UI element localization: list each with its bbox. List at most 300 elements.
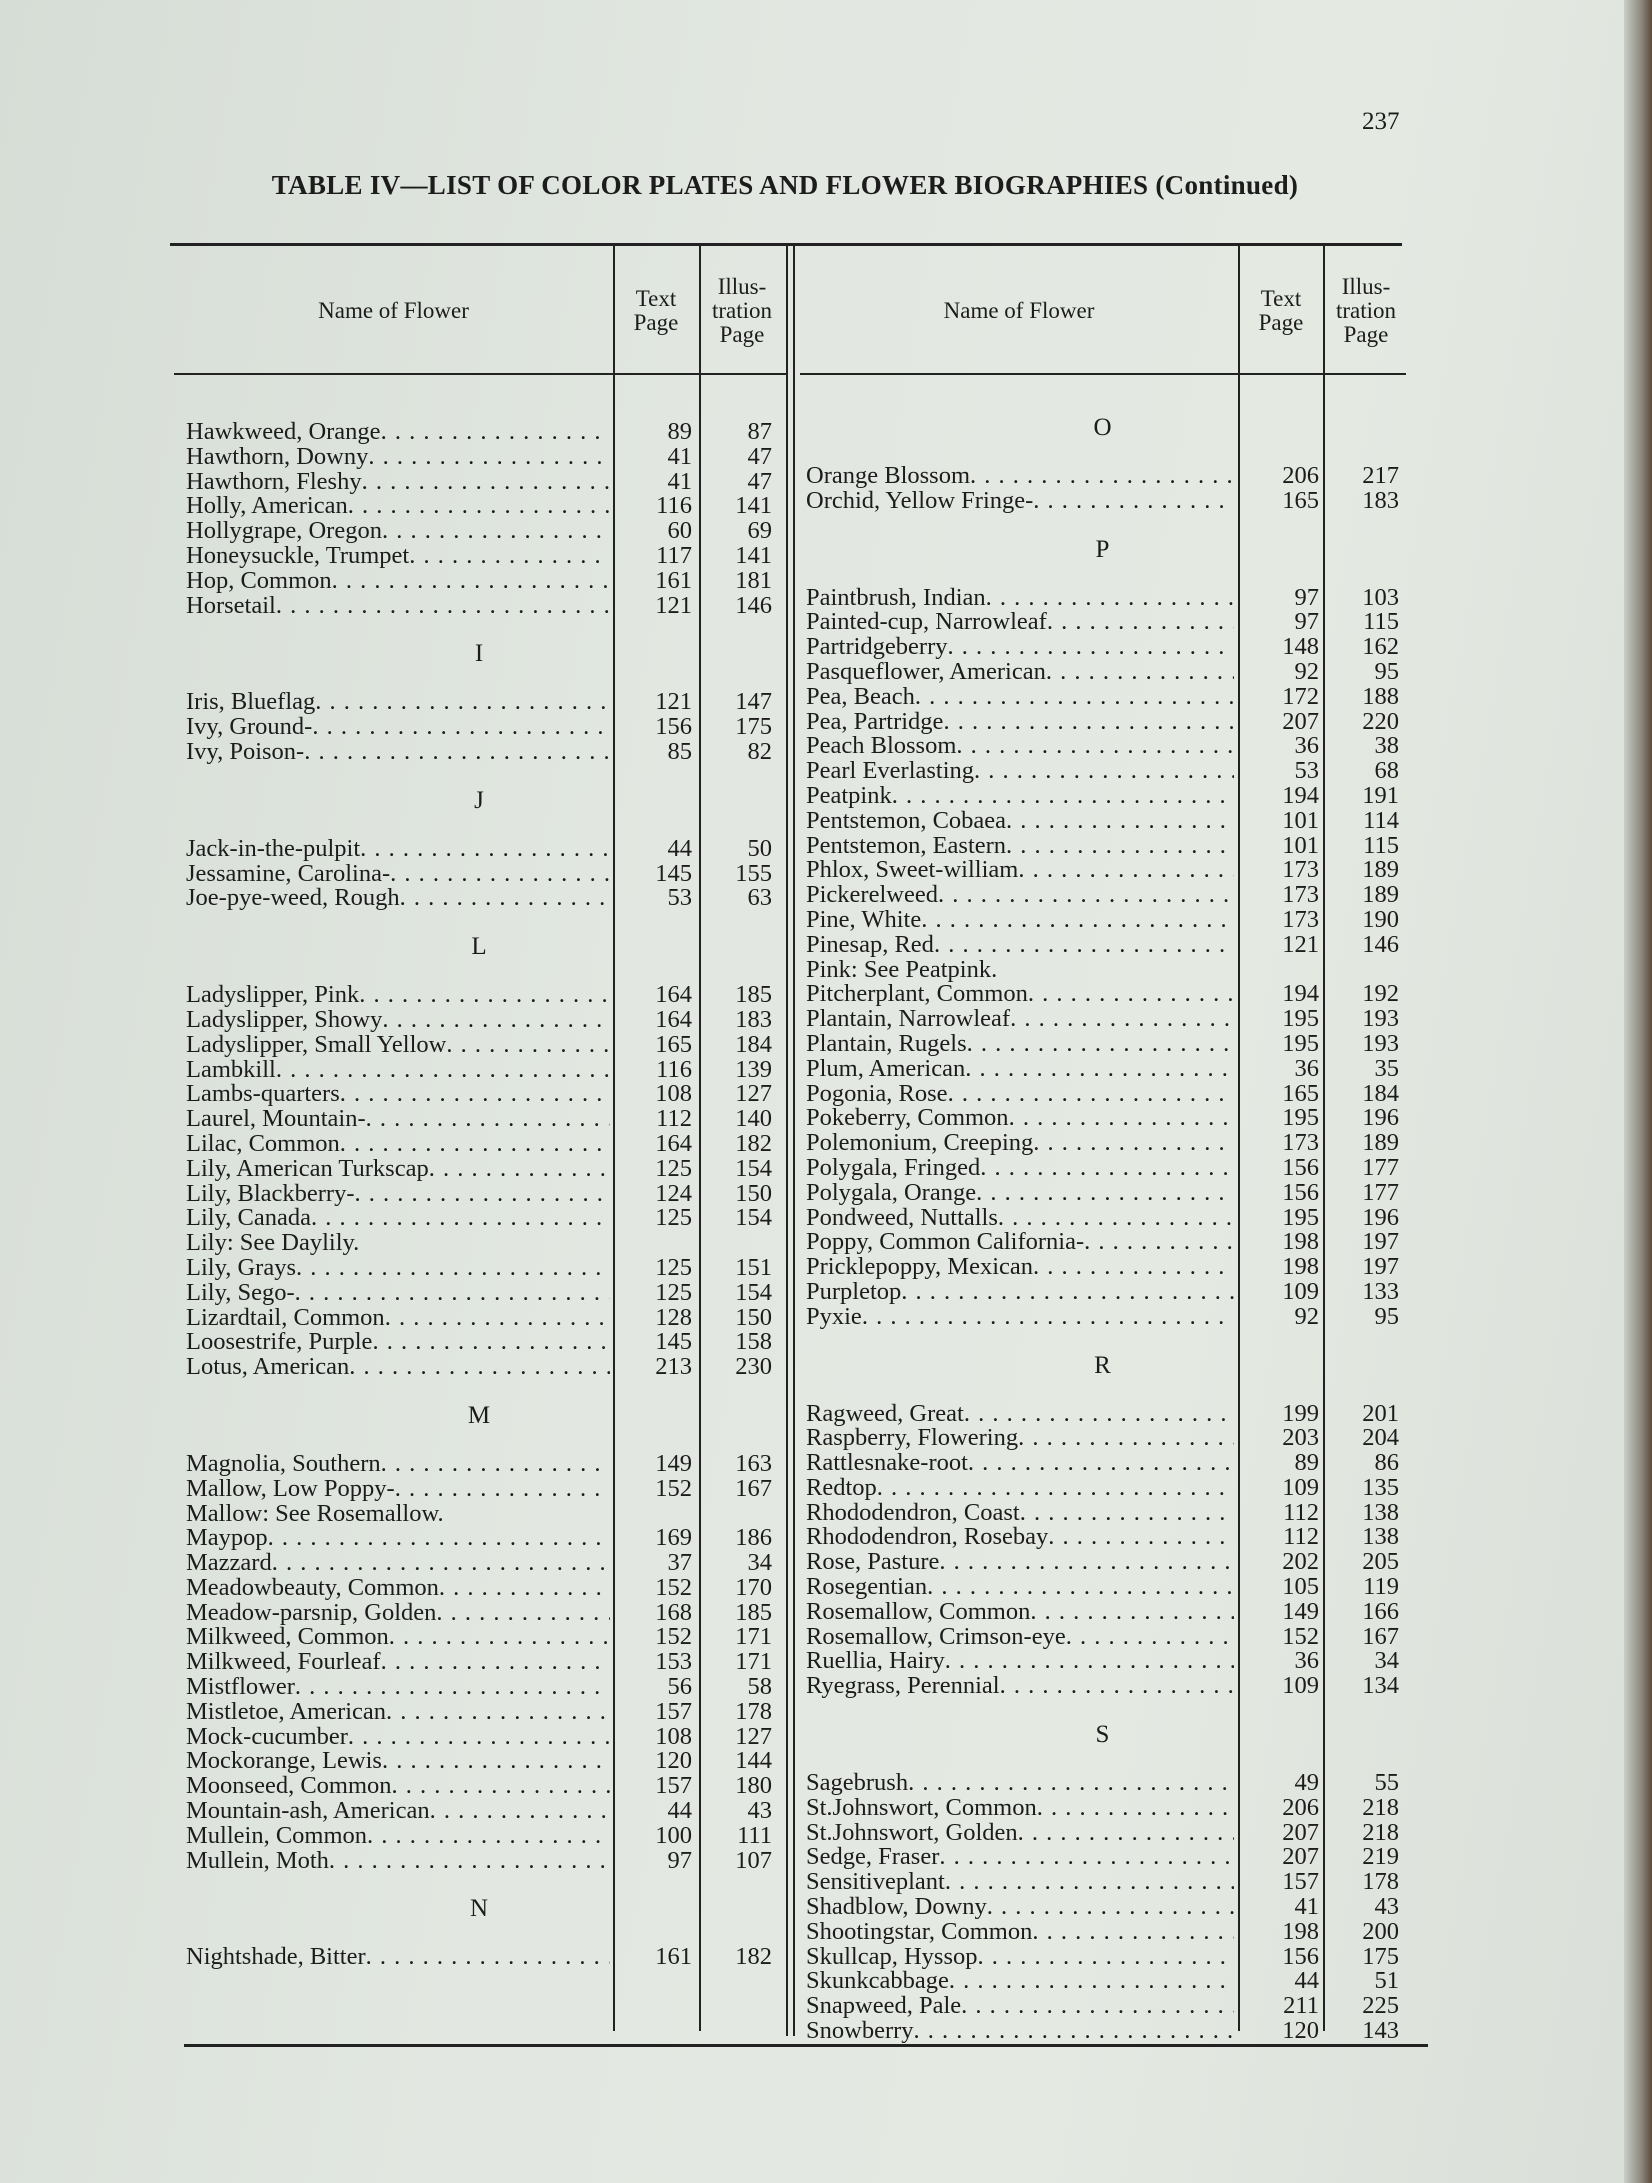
flower-name: Polemonium, Creeping	[806, 1131, 1034, 1156]
table-row	[186, 1278, 772, 1306]
text-page: 112	[1283, 1523, 1319, 1551]
illustration-page: 193	[1362, 1005, 1399, 1033]
flower-name-cell	[186, 1206, 610, 1231]
text-page: 161	[655, 1943, 692, 1971]
text-page: 149	[655, 1449, 692, 1477]
table-row	[186, 1231, 772, 1256]
text-page: 125	[655, 1154, 692, 1182]
table-row	[806, 1942, 1399, 1970]
header-name-left: Name of Flower	[318, 298, 469, 323]
illustration-page: 43	[747, 1797, 772, 1825]
flower-name-cell	[186, 837, 610, 862]
illustration-page: 86	[1374, 1449, 1399, 1477]
flower-name: Pearl Everlasting	[806, 759, 975, 784]
text-page: 41	[667, 467, 692, 495]
dot-leader	[348, 494, 610, 519]
illustration-page: 103	[1362, 583, 1399, 611]
flower-name: Mistflower	[186, 1675, 295, 1700]
divider	[786, 246, 788, 2036]
text-page: 92	[1294, 657, 1319, 685]
flower-name: Horsetail	[186, 593, 276, 619]
flower-name: Peach Blossom	[806, 734, 957, 760]
dot-leader	[395, 1477, 610, 1502]
dot-leader	[430, 1799, 610, 1824]
section-letter: O	[1093, 414, 1112, 441]
text-page: 120	[655, 1747, 692, 1775]
text-page: 41	[1294, 1893, 1319, 1921]
dot-leader	[976, 1181, 1234, 1206]
flower-name: Peatpink	[806, 783, 892, 809]
flower-name: Plantain, Narrowleaf	[806, 1007, 1011, 1032]
flower-name-cell	[186, 470, 610, 495]
text-page: 108	[655, 1722, 692, 1750]
flower-name: Plum, American	[806, 1056, 966, 1082]
flower-name-cell	[186, 1576, 610, 1601]
text-page: 124	[655, 1179, 692, 1207]
illustration-page: 190	[1362, 905, 1399, 933]
flower-name-cell	[806, 1920, 1234, 1945]
flower-name-cell	[806, 1575, 1234, 1600]
flower-name-cell	[806, 883, 1234, 908]
illustration-page: 58	[747, 1673, 772, 1701]
flower-name-cell	[806, 1057, 1234, 1082]
illustration-page: 196	[1362, 1203, 1399, 1231]
text-page: 97	[667, 1846, 692, 1874]
dot-leader	[446, 1033, 610, 1058]
text-page: 152	[655, 1623, 692, 1651]
illustration-page: 34	[747, 1549, 772, 1577]
flower-name: Ragweed, Great	[806, 1401, 964, 1427]
illustration-page: 196	[1362, 1104, 1399, 1132]
text-page: 97	[1294, 583, 1319, 611]
dot-leader	[1046, 660, 1234, 685]
illustration-page: 197	[1362, 1228, 1399, 1256]
illustration-page: 182	[735, 1129, 772, 1157]
flower-name: Lily, Blackberry-	[186, 1181, 355, 1207]
text-page: 145	[655, 1328, 692, 1356]
dot-leader	[939, 1845, 1234, 1870]
table-row	[806, 883, 1399, 908]
table-title: TABLE IV—LIST OF COLOR PLATES AND FLOWER BIOGRAPHIES (Continued)	[271, 170, 1299, 200]
illustration-page: 225	[1362, 1992, 1399, 2020]
right-column	[806, 392, 1399, 2044]
flower-name-cell	[806, 1156, 1234, 1181]
flower-name-cell	[186, 569, 610, 594]
flower-name: Hawthorn, Fleshy	[186, 469, 362, 495]
table-row	[806, 1622, 1399, 1650]
table-row	[186, 1945, 772, 1970]
illustration-page: 175	[735, 713, 772, 741]
illustration-page: 151	[735, 1253, 772, 1281]
flower-name: Ladyslipper, Showy	[186, 1007, 383, 1033]
flower-name-cell	[806, 784, 1234, 809]
text-page: 194	[1282, 781, 1319, 809]
flower-name: Pitcherplant, Common	[806, 982, 1028, 1008]
text-page: 85	[667, 737, 692, 765]
table-row	[186, 1774, 772, 1799]
flower-name: Honeysuckle, Trumpet	[186, 543, 410, 569]
flower-name-cell	[186, 1033, 610, 1058]
illustration-page: 193	[1362, 1029, 1399, 1057]
flower-name: Pea, Partridge	[806, 709, 944, 735]
flower-name: Pentstemon, Cobaea	[806, 808, 1007, 834]
flower-name-cell	[186, 886, 610, 911]
flower-name: Mistletoe, American	[186, 1699, 387, 1725]
flower-name: Redtop	[806, 1475, 877, 1501]
dot-leader	[276, 594, 610, 619]
page-number: 237	[1362, 108, 1400, 135]
dot-leader	[901, 1280, 1234, 1305]
divider	[793, 246, 795, 2036]
flower-name-cell	[186, 1625, 610, 1650]
table-row	[806, 1818, 1399, 1846]
text-page: 125	[655, 1278, 692, 1306]
illustration-page: 135	[1362, 1473, 1399, 1501]
text-page: 117	[656, 541, 692, 569]
flower-name-cell	[806, 1082, 1234, 1107]
flower-name-cell	[186, 1182, 610, 1207]
flower-name: Hollygrape, Oregon	[186, 519, 382, 544]
illustration-page: 144	[735, 1747, 772, 1775]
illustration-page: 180	[735, 1772, 772, 1800]
flower-name: Milkweed, Common	[186, 1625, 389, 1651]
section-letter: N	[469, 1895, 489, 1923]
flower-name: Rosemallow, Crimson-eye	[806, 1624, 1066, 1650]
table-row	[806, 2019, 1399, 2044]
table-row	[806, 610, 1399, 635]
dot-leader	[948, 635, 1235, 660]
table-row	[186, 442, 772, 470]
flower-name-cell	[186, 1008, 610, 1033]
flower-name: Lotus, American	[186, 1355, 350, 1380]
flower-name: Paintbrush, Indian	[806, 585, 986, 611]
illustration-page: 55	[1374, 1769, 1399, 1797]
table-row	[186, 467, 772, 495]
text-page: 153	[655, 1648, 692, 1676]
table-row	[806, 1302, 1399, 1330]
table-row	[806, 1451, 1399, 1476]
dot-leader	[360, 837, 610, 862]
dot-leader	[389, 1625, 610, 1650]
header-name-right: Name of Flower	[943, 298, 1095, 323]
flower-name-cell	[806, 1895, 1234, 1920]
table-row	[806, 635, 1399, 660]
flower-name: Plantain, Rugels	[806, 1031, 967, 1057]
dot-leader	[312, 715, 610, 740]
flower-name-cell	[806, 858, 1234, 883]
section-letter: L	[471, 933, 487, 961]
flower-name: St.Johnswort, Common	[806, 1795, 1037, 1821]
flower-name-cell	[806, 759, 1234, 784]
flower-name: Lily: See Daylily.	[186, 1231, 360, 1256]
text-page: 165	[655, 1030, 692, 1058]
text-page: 97	[1294, 608, 1319, 636]
text-page: 202	[1282, 1548, 1319, 1576]
illustration-page: 197	[1362, 1253, 1399, 1281]
text-page: 156	[1282, 1942, 1319, 1970]
header-bottom-rule-left	[174, 373, 788, 375]
text-page: 152	[655, 1573, 692, 1601]
illustration-page: 141	[735, 541, 772, 569]
table-row	[186, 1846, 772, 1874]
table-row	[806, 734, 1399, 759]
flower-name-cell	[186, 1725, 610, 1750]
text-page: 207	[1282, 1818, 1319, 1846]
text-page: 128	[655, 1303, 692, 1331]
dot-leader	[970, 464, 1234, 489]
illustration-page: 138	[1362, 1498, 1399, 1526]
flower-name-cell	[186, 1502, 610, 1527]
dot-leader	[366, 1107, 610, 1132]
dot-leader	[1028, 982, 1234, 1007]
text-page: 44	[1294, 1967, 1319, 1995]
flower-name-cell	[806, 1845, 1234, 1870]
text-page	[1234, 958, 1319, 983]
text-page: 145	[655, 859, 692, 887]
flower-name-cell	[186, 1132, 610, 1157]
table-row	[806, 1917, 1399, 1945]
flower-name-cell	[806, 610, 1234, 635]
flower-name-cell	[186, 594, 610, 619]
table-row	[806, 1230, 1399, 1255]
illustration-page: 220	[1362, 707, 1399, 735]
flower-name-cell	[806, 1032, 1234, 1057]
illustration-page: 63	[747, 884, 772, 912]
dot-leader	[948, 1082, 1234, 1107]
illustration-page: 163	[735, 1449, 772, 1477]
dot-leader	[382, 1008, 610, 1033]
illustration-page: 181	[735, 566, 772, 594]
dot-leader	[372, 1330, 610, 1355]
dot-leader	[945, 1649, 1234, 1674]
illustration-page	[692, 1231, 772, 1256]
table-row	[806, 1079, 1399, 1107]
flower-name-cell	[806, 958, 1234, 983]
flower-name: Mullein, Common	[186, 1823, 368, 1849]
table-row	[806, 1870, 1399, 1895]
flower-name-cell	[186, 445, 610, 470]
table-row	[806, 982, 1399, 1007]
text-page: 164	[655, 1005, 692, 1033]
text-page: 109	[1282, 1473, 1319, 1501]
table-row	[806, 781, 1399, 809]
dot-leader	[436, 1601, 610, 1626]
flower-name-cell	[806, 734, 1234, 759]
flower-name: Hawkweed, Orange	[186, 420, 381, 445]
text-page: 161	[655, 566, 692, 594]
dot-leader	[392, 1774, 610, 1799]
dot-leader	[1032, 1920, 1234, 1945]
flower-name-cell	[806, 834, 1234, 859]
flower-name-cell	[806, 933, 1234, 958]
table-row	[186, 494, 772, 519]
text-page: 213	[655, 1353, 692, 1381]
flower-name-cell	[806, 1476, 1234, 1501]
table-row	[186, 1355, 772, 1380]
illustration-page: 69	[747, 517, 772, 545]
dot-leader	[315, 690, 610, 715]
text-page: 100	[655, 1821, 692, 1849]
text-page: 112	[656, 1105, 692, 1133]
dot-leader	[386, 1700, 610, 1725]
dot-leader	[1033, 489, 1234, 514]
text-page: 49	[1294, 1769, 1319, 1797]
dot-leader	[1010, 1007, 1234, 1032]
dot-leader	[921, 908, 1234, 933]
flower-name-cell	[186, 1774, 610, 1799]
table-row	[186, 1502, 772, 1527]
flower-name: Moonseed, Common	[186, 1774, 392, 1800]
flower-name-cell	[806, 1969, 1234, 1994]
table-row	[186, 1799, 772, 1824]
flower-name: Lilac, Common	[186, 1131, 340, 1157]
flower-name: Lily, Grays	[186, 1255, 296, 1281]
text-page: 164	[655, 981, 692, 1009]
flower-name-cell	[806, 1525, 1234, 1550]
flower-name-cell	[186, 494, 610, 519]
flower-name: Rose, Pasture	[806, 1550, 940, 1576]
flower-name-cell	[186, 1700, 610, 1725]
text-page: 207	[1282, 707, 1319, 735]
dot-leader	[1000, 1674, 1234, 1699]
illustration-page: 68	[1374, 757, 1399, 785]
dot-leader	[945, 1870, 1234, 1895]
table-row	[186, 1055, 772, 1083]
dot-leader	[390, 862, 610, 887]
text-page: 211	[1283, 1992, 1319, 2020]
flower-name: Ivy, Ground-	[186, 715, 313, 740]
text-page: 195	[1282, 1104, 1319, 1132]
flower-name-cell	[806, 1305, 1234, 1330]
dot-leader	[978, 1945, 1235, 1970]
illustration-page: 158	[735, 1328, 772, 1356]
flower-name: Meadowbeauty, Common	[186, 1575, 439, 1601]
dot-leader	[1033, 1131, 1234, 1156]
flower-name-cell	[806, 635, 1234, 660]
text-page	[610, 1502, 692, 1527]
flower-name: Mockorange, Lewis	[186, 1749, 382, 1775]
dot-leader	[997, 958, 1234, 983]
dot-leader	[1006, 834, 1234, 859]
table-row	[186, 1154, 772, 1182]
illustration-page: 141	[735, 492, 772, 520]
flower-name: Sagebrush	[806, 1771, 909, 1796]
text-page: 44	[667, 834, 692, 862]
dot-leader	[296, 1256, 610, 1281]
flower-name: Orange Blossom	[806, 464, 970, 489]
illustration-page: 34	[1374, 1647, 1399, 1675]
flower-name-cell	[806, 1821, 1234, 1846]
table-row	[186, 541, 772, 569]
flower-name: Sedge, Fraser	[806, 1845, 940, 1871]
text-page: 173	[1282, 1129, 1319, 1157]
flower-name: Mountain-ash, American	[186, 1799, 430, 1824]
flower-name: Rattlesnake-root	[806, 1451, 968, 1476]
table-row	[186, 1253, 772, 1281]
flower-name-cell	[186, 1824, 610, 1849]
flower-name: Sensitiveplant	[806, 1870, 945, 1896]
text-page: 109	[1282, 1277, 1319, 1305]
text-page: 195	[1282, 1005, 1319, 1033]
dot-leader	[368, 445, 610, 470]
text-page: 125	[655, 1253, 692, 1281]
text-page: 152	[655, 1474, 692, 1502]
text-page: 195	[1282, 1203, 1319, 1231]
dot-leader	[362, 470, 610, 495]
flower-name-cell	[186, 1452, 610, 1477]
flower-name: Pentstemon, Eastern	[806, 833, 1007, 859]
flower-name: Iris, Blueflag	[186, 690, 316, 716]
table-row	[186, 1697, 772, 1725]
flower-name: Pogonia, Rose	[806, 1081, 948, 1107]
illustration-page: 188	[1362, 682, 1399, 710]
flower-name-cell	[806, 489, 1234, 514]
flower-name-cell	[806, 1280, 1234, 1305]
illustration-page	[692, 1502, 772, 1527]
table-row	[806, 1498, 1399, 1526]
table-row	[806, 1674, 1399, 1699]
flower-name: Lizardtail, Common	[186, 1305, 385, 1331]
flower-name: Pinesap, Red	[806, 932, 934, 958]
illustration-page: 146	[735, 591, 772, 619]
flower-name-cell	[186, 1526, 610, 1551]
text-page: 44	[667, 1797, 692, 1825]
text-page: 89	[667, 418, 692, 445]
flower-name-cell	[806, 660, 1234, 685]
illustration-page: 134	[1362, 1672, 1399, 1700]
table-row	[806, 657, 1399, 685]
dot-leader	[340, 1082, 610, 1107]
text-page: 116	[656, 492, 692, 520]
flower-name: Lambs-quarters	[186, 1082, 340, 1108]
text-page: 41	[667, 442, 692, 470]
flower-name: Skullcap, Hyssop	[806, 1944, 978, 1970]
dot-leader	[1047, 610, 1234, 635]
illustration-page: 95	[1374, 657, 1399, 685]
flower-name-cell	[186, 1477, 610, 1502]
illustration-page: 184	[1362, 1079, 1399, 1107]
table-row	[806, 1473, 1399, 1501]
section-letter: P	[1095, 535, 1110, 563]
dot-leader	[927, 1575, 1234, 1600]
text-page: 157	[655, 1772, 692, 1800]
flower-name: Ladyslipper, Small Yellow	[186, 1032, 447, 1058]
illustration-page: 154	[735, 1154, 772, 1182]
table-row	[806, 1153, 1399, 1181]
illustration-page: 154	[735, 1278, 772, 1306]
table-row	[806, 858, 1399, 883]
illustration-page: 175	[1362, 1942, 1399, 1970]
flower-name-cell	[186, 1330, 610, 1355]
dot-leader	[1006, 809, 1234, 834]
dot-leader	[381, 420, 610, 445]
dot-leader	[340, 1132, 610, 1157]
table-row	[806, 1054, 1399, 1082]
text-page	[610, 1231, 692, 1256]
text-page: 206	[1282, 462, 1319, 489]
illustration-page: 150	[735, 1303, 772, 1331]
dot-leader	[400, 886, 610, 911]
dot-leader	[429, 1157, 610, 1182]
flower-name: Rosegentian	[806, 1575, 928, 1600]
table-row	[186, 859, 772, 887]
text-page: 105	[1282, 1573, 1319, 1601]
illustration-page: 185	[735, 1598, 772, 1626]
table-row	[806, 759, 1399, 784]
table-row	[806, 1994, 1399, 2019]
flower-name: Shootingstar, Common	[806, 1919, 1033, 1945]
illustration-page: 189	[1362, 856, 1399, 884]
